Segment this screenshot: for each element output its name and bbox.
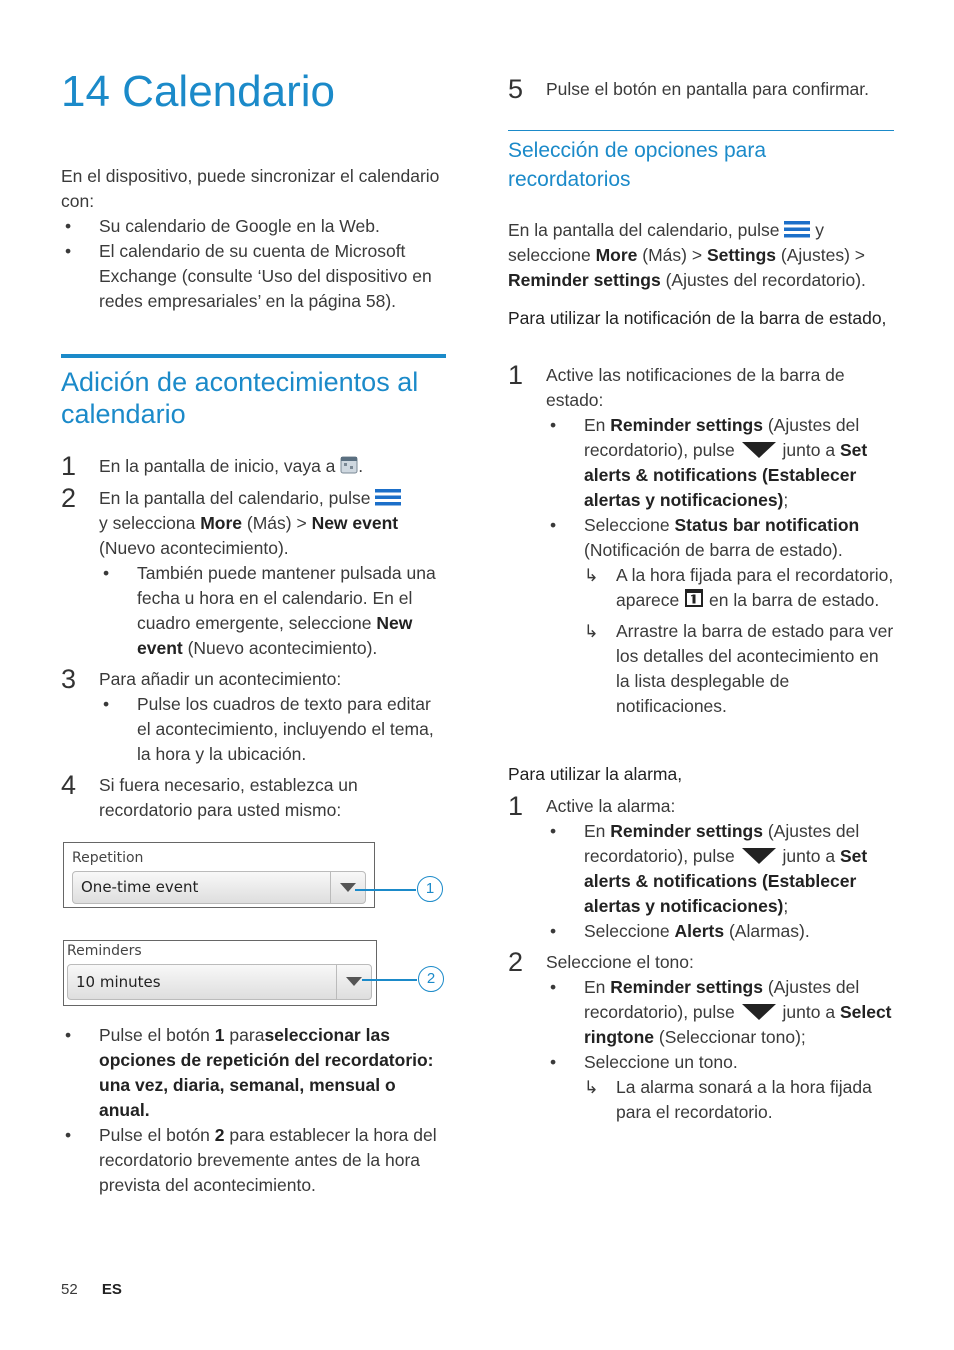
alarm-heading: Para utilizar la alarma, [508,764,683,784]
step-bullet: • Seleccione un tono. ↳ La alarma sonará a la hora fijada para el recordatorio. [546,1050,894,1125]
arrow-icon: ↳ [584,1077,599,1097]
step-number: 5 [508,74,524,104]
step-3 [61,664,446,767]
repetition-dropdown[interactable] [72,871,366,904]
result-item: ↳ A la hora fijada para el recordatorio, aparece en la barra de estado. [584,565,894,610]
step-bullet: • Seleccione Status bar notification (Notificación de barra de estado). ↳ A la hora fijada para el recordatorio, aparece en la barra de estado. ↳ Arrastre la barra de estado para ver los detalles del acontecimiento en la lista desplegable de notificaciones. [546,513,894,719]
menu-icon [784,220,810,238]
callout-line [355,889,416,891]
step-5 [508,74,894,104]
alarm-step-2 [508,947,894,1125]
page-title: 14 Calendario [61,67,335,116]
step-number: 2 [508,947,524,977]
widget-bullets [99,1023,449,1198]
step-text: . [358,456,364,476]
step-bullet: • En Reminder settings (Ajustes del recordatorio), pulse junto a Set alerts & notifications (Establecer alertas y notificaciones); [546,819,894,919]
chevron-down-icon [340,883,356,893]
step-text: Active las notificaciones de la barra de estado: [546,365,845,410]
step-bullet: • En Reminder settings (Ajustes del recordatorio), pulse junto a Select ringtone (Seleccionar tono); [546,975,894,1050]
widget-bullet-2: • Pulse el botón 2 para establecer la hora del recordatorio brevemente antes de la hora prevista del acontecimiento. [61,1123,449,1198]
options-intro: En la pantalla del calendario, pulse y seleccione More (Más) > Settings (Ajustes) > Reminder settings (Ajustes del recordatorio). [508,220,866,290]
step-4 [61,770,446,823]
result-item: ↳ La alarma sonará a la hora fijada para el recordatorio. [584,1077,872,1122]
page-number: 52 [61,1281,78,1298]
step-text: (Más) > [246,513,307,533]
step-text: En la pantalla de inicio, vaya a [99,456,336,476]
reminders-dropdown[interactable] [67,964,372,1000]
status-heading: Para utilizar la notificación de la barra de estado, [508,308,887,328]
step-text: Para añadir un acontecimiento: [99,669,342,689]
language-code: ES [101,1281,122,1298]
intro-bullet: • Su calendario de Google en la Web. [61,214,446,239]
section-heading: Adición de acontecimientos al calendario [61,367,419,429]
dropdown-triangle-icon [740,440,778,460]
dropdown-triangle-icon [740,1002,778,1022]
step-text: En la pantalla del calendario, pulse [99,488,371,508]
step-text: (Nuevo acontecimiento). [99,538,289,558]
step-number: 4 [61,770,77,800]
arrow-icon: ↳ [584,621,599,641]
step-number: 1 [61,451,77,481]
repetition-label: Repetition [72,850,144,866]
reminders-value: 10 minutes [76,973,161,991]
callout-line [362,979,417,981]
widget-bullet-1: • Pulse el botón 1 paraseleccionar las opciones de repetición del recordatorio: una vez, diaria, semanal, mensual o anual. [61,1023,449,1123]
dropdown-button[interactable] [330,872,365,903]
reminders-widget [63,940,377,1006]
intro-bullet: • El calendario de su cuenta de Microsoft Exchange (consulte ‘Uso del dispositivo en redes empresariales’ en la página 58). [61,239,446,314]
repetition-value: One-time event [81,878,199,896]
step-text: Seleccione el tono: [546,952,694,972]
step-text: Si fuera necesario, establezca un recordatorio para usted mismo: [99,775,358,820]
step-bullet: • Pulse los cuadros de texto para editar el acontecimiento, incluyendo el tema, la hora y la ubicación. [99,692,446,767]
step-number: 2 [61,483,77,513]
section-rule [61,354,446,358]
reminders-label: Reminders [67,943,142,959]
calendar-notification-icon [684,588,704,608]
callout-2: 2 [418,966,444,992]
step-1 [61,451,446,481]
dropdown-triangle-icon [740,846,778,866]
ui-term: New event [311,513,399,533]
ui-term: More [200,513,242,533]
step-number: 1 [508,791,524,821]
intro-block [61,164,446,314]
page-footer [61,1280,122,1300]
chevron-down-icon [346,977,362,987]
step-text: Pulse el botón en pantalla para confirmar. [546,79,869,99]
step-text: Active la alarma: [546,796,676,816]
section-heading: Selección de opciones para recordatorios [508,139,767,191]
result-item: ↳ Arrastre la barra de estado para ver los detalles del acontecimiento en la lista desplegable de notificaciones. [584,621,894,716]
calendar-app-icon [340,454,358,474]
callout-1: 1 [417,876,443,902]
dropdown-button[interactable] [336,965,371,999]
step-bullet: • También puede mantener pulsada una fecha u hora en el calendario. En el cuadro emergente, seleccione New event (Nuevo acontecimiento). [99,561,446,661]
menu-icon [375,488,401,506]
step-number: 1 [508,360,524,390]
section-rule [508,130,894,131]
step-2 [61,483,446,661]
step-bullet: • Seleccione Alerts (Alarmas). [546,919,894,944]
repetition-widget [63,842,375,908]
status-step-1 [508,360,894,719]
step-bullet: • En Reminder settings (Ajustes del recordatorio), pulse junto a Set alerts & notifications (Establecer alertas y notificaciones); [546,413,894,513]
arrow-icon: ↳ [584,565,599,585]
intro-text: En el dispositivo, puede sincronizar el calendario con: [61,166,440,211]
step-number: 3 [61,664,77,694]
step-text: y selecciona [99,513,196,533]
alarm-step-1 [508,791,894,944]
